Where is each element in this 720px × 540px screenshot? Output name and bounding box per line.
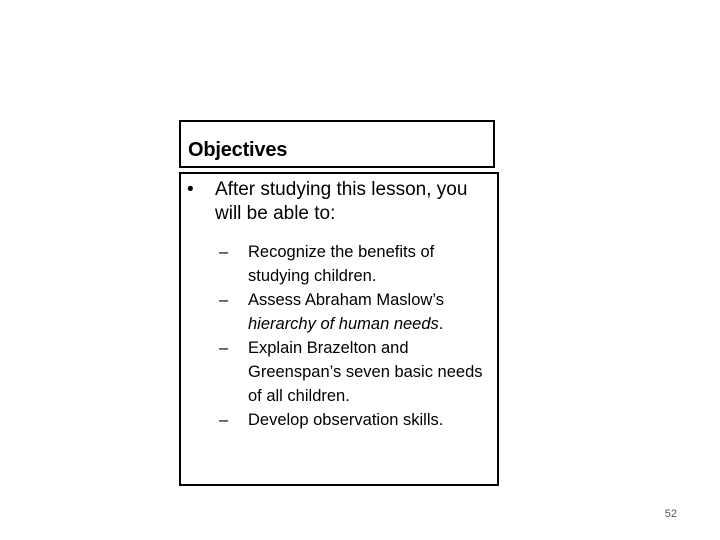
objective-italic-text: hierarchy of human needs: [248, 315, 439, 333]
list-item: [219, 288, 489, 336]
list-item: [219, 240, 489, 288]
list-item: [219, 408, 489, 432]
objective-text: Explain Brazelton and Greenspan’s seven basic needs of all children.: [248, 339, 483, 405]
objective-text: Assess Abraham Maslow’s: [248, 291, 444, 309]
intro-bullet: [187, 178, 487, 226]
objective-text: Recognize the benefits of studying children.: [248, 243, 435, 285]
page-number: 52: [664, 508, 677, 520]
objective-text-end: .: [438, 315, 444, 333]
bullet-marker: •: [187, 179, 194, 200]
objectives-list: [219, 240, 489, 432]
intro-text: After studying this lesson, you will be able to:: [215, 179, 468, 224]
dash-marker: –: [219, 243, 229, 261]
title-box: [179, 120, 495, 168]
slide-title: Objectives: [188, 139, 288, 161]
content-box: [179, 172, 499, 486]
dash-marker: –: [219, 339, 229, 357]
dash-marker: –: [219, 411, 229, 429]
dash-marker: –: [219, 291, 229, 309]
objective-text: Develop observation skills.: [248, 411, 444, 429]
list-item: [219, 336, 489, 408]
